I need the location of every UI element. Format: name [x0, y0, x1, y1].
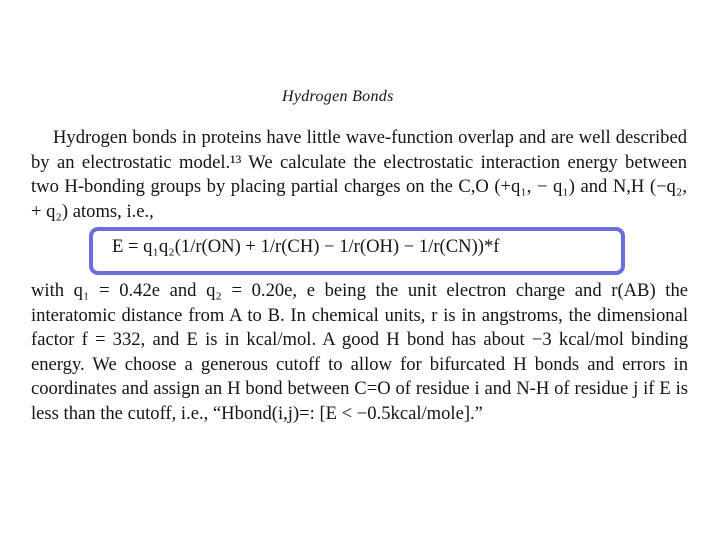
- explanation-paragraph: with q₁ = 0.42e and q₂ = 0.20e, e being the unit electron charge and r(AB) the interatomic distance from A to B. In chemical units, r is in angstroms, the dimensional factor f = 332, and E is in kcal/mol. A good H bond has about −3 kcal/mol binding energy. We choose a generous cutoff to allow for bifurcated H bonds and errors in coordinates and assign an H bond between C=O of residue i and N-H of residue j if E is less than the cutoff, i.e., “Hbond(i,j)=: [E < −0.5kcal/mole].”: [31, 280, 688, 424]
- intro-paragraph: Hydrogen bonds in proteins have little wave-function overlap and are well described by an electrostatic model.¹³ We calculate the electrostatic interaction energy between two H-bonding groups by placing partial charges on the C,O (+q₁, − q₁) and N,H (−q₂, + q₂) atoms, i.e.,: [31, 127, 687, 222]
- energy-equation: E = q₁q₂(1/r(ON) + 1/r(CH) − 1/r(OH) − 1/r(CN))*f: [112, 236, 500, 257]
- section-title: Hydrogen Bonds: [282, 88, 394, 105]
